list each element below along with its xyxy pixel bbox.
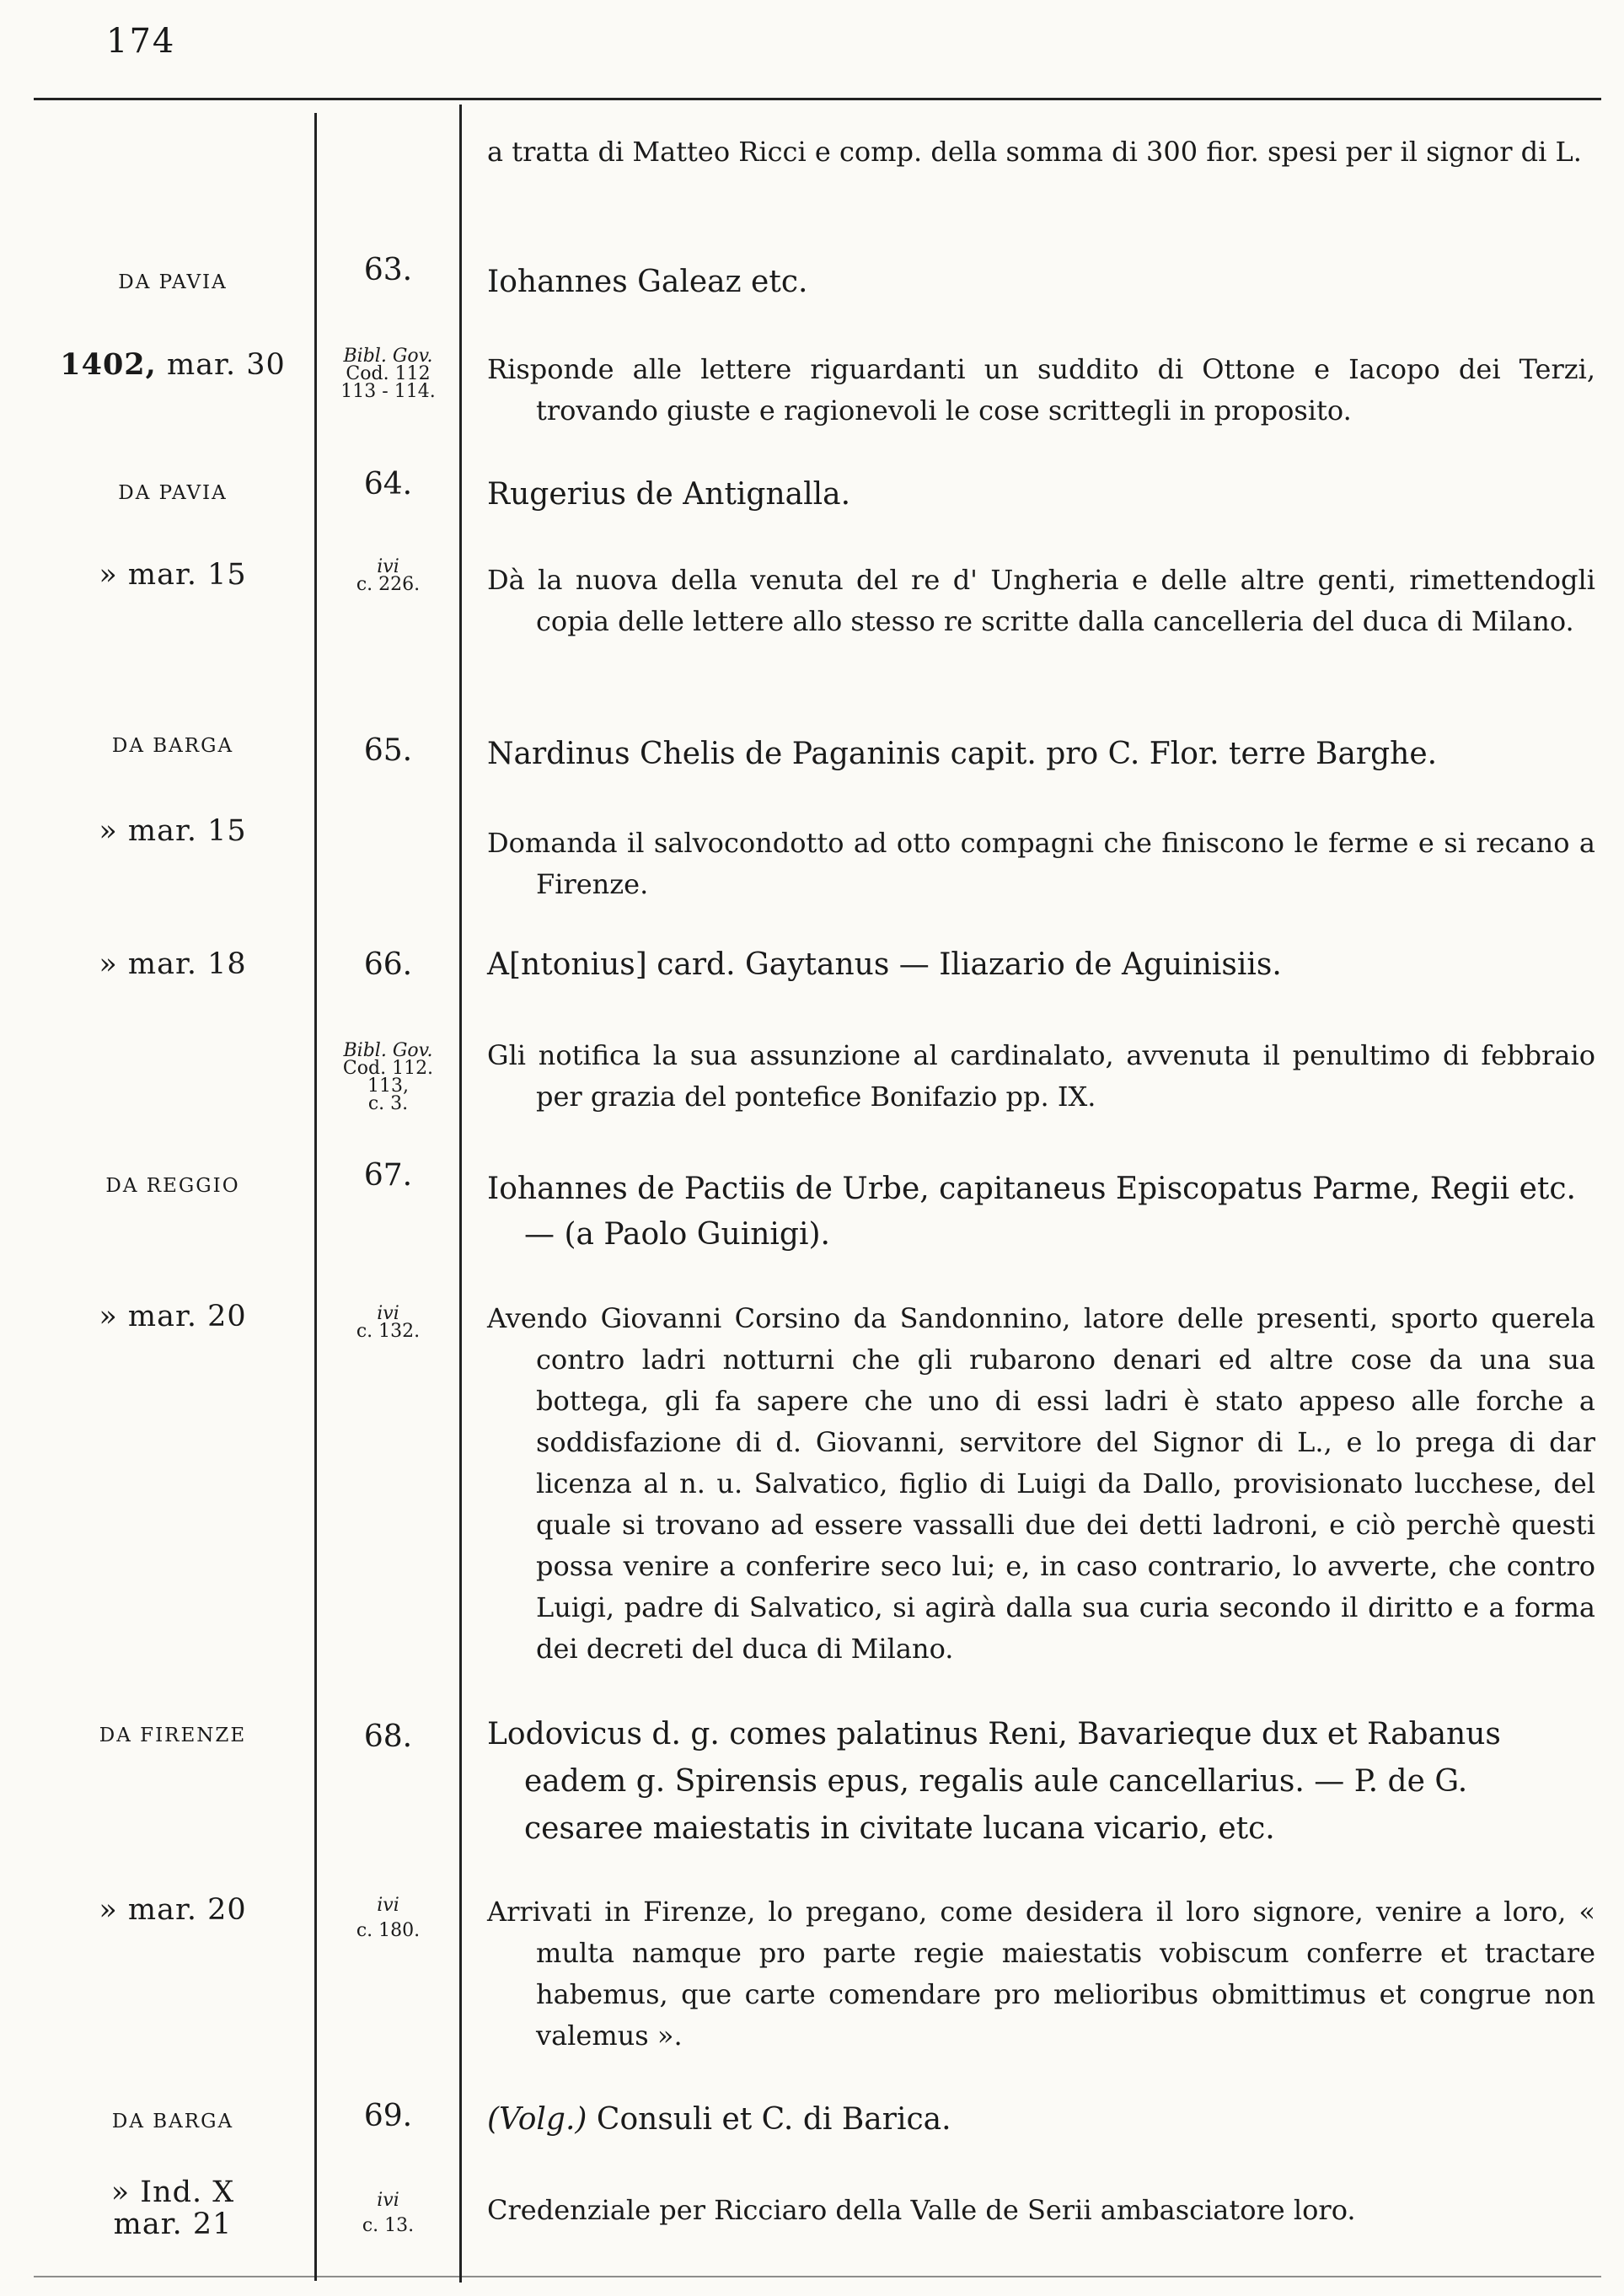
entry-title: Iohannes de Pactiis de Urbe, capitaneus Episcopatus Parme, Regii etc. — (a Paolo Guinigi).: [487, 1172, 1576, 1252]
entry-summary: Credenziale per Ricciaro della Valle de Serii ambasciatore loro.: [487, 2194, 1356, 2226]
entry-place: DA REGGIO: [105, 1175, 240, 1197]
bottom-rule: [34, 2276, 1601, 2277]
entry-summary: Domanda il salvocondotto ad otto compagni che finiscono le ferme e si recano a Firenze.: [487, 827, 1595, 900]
entry-number: 66.: [363, 947, 413, 982]
entry-title-prefix: (Volg.): [487, 2102, 587, 2137]
entry-date: [34, 347, 312, 382]
entry-number: 63.: [363, 253, 413, 287]
entry-date-year: 1402,: [60, 347, 157, 382]
entry-place: DA PAVIA: [118, 482, 228, 504]
entry-title: Nardinus Chelis de Paganinis capit. pro C. Flor. terre Barghe.: [487, 737, 1438, 771]
entry-date: » mar. 15: [99, 814, 247, 848]
top-rule: [34, 98, 1601, 100]
entry-date: » mar. 20: [99, 1300, 247, 1333]
continuation-text: a tratta di Matteo Ricci e comp. della somma di 300 fior. spesi per il signor di L.: [487, 136, 1582, 168]
entry-title: Rugerius de Antignalla.: [487, 477, 851, 512]
entry-source: Bibl. Gov. Cod. 112. 113, c. 3.: [342, 1040, 434, 1114]
entry-place: DA BARGA: [111, 735, 234, 757]
entry-source: ivi c. 13.: [362, 2190, 415, 2236]
entry-place: DA FIRENZE: [99, 1725, 247, 1746]
entry-date: » mar. 20: [99, 1893, 247, 1927]
entry-summary: Arrivati in Firenze, lo pregano, come desidera il loro signore, venire a loro, « multa namque pro parte regie maiestatis vobiscum conferre et tractare habemus, que carte comendare pro melioribus obmittimus et congrue non valemus ».: [487, 1896, 1595, 2052]
entry-source: ivi c. 226.: [356, 556, 421, 595]
entry-summary: Gli notifica la sua assunzione al cardinalato, avvenuta il penultimo di febbraio per grazia del pontefice Bonifazio pp. IX.: [487, 1039, 1595, 1113]
entry-title: A[ntonius] card. Gaytanus — Iliazario de Aguinisiis.: [487, 947, 1282, 982]
entry-number: 64.: [363, 467, 413, 502]
entry-number: 68.: [363, 1719, 413, 1754]
entry-place: DA BARGA: [111, 2111, 234, 2132]
entry-place: DA PAVIA: [118, 271, 228, 293]
entry-source: Bibl. Gov. Cod. 112 113 - 114.: [340, 346, 436, 402]
entry-title-main: Consuli et C. di Barica.: [596, 2102, 951, 2137]
entry-number: 67.: [363, 1158, 413, 1193]
entry-title: [487, 2102, 1595, 2137]
entry-number: 69.: [363, 2099, 413, 2133]
entry-summary: Risponde alle lettere riguardanti un suddito di Ottone e Iacopo dei Terzi, trovando giuste e ragionevoli le cose scrittegli in proposito.: [487, 353, 1595, 426]
page-number: 174: [106, 22, 176, 61]
entry-date: » mar. 15: [99, 558, 247, 592]
column-rule-left: [314, 113, 317, 2281]
entry-date: » Ind. X mar. 21: [110, 2175, 235, 2241]
entry-source: ivi c. 132.: [356, 1303, 421, 1342]
entry-title: Lodovicus d. g. comes palatinus Reni, Bavarieque dux et Rabanus eadem g. Spirensis epus, regalis aule cancellarius. — P. de G. cesaree maiestatis in civitate lucana vicario, etc.: [487, 1717, 1501, 1846]
entry-title: Iohannes Galeaz etc.: [487, 265, 808, 299]
column-rule-right: [459, 105, 462, 2283]
entry-date: » mar. 18: [99, 947, 247, 981]
entry-summary: Avendo Giovanni Corsino da Sandonnino, latore delle presenti, sporto querela contro ladri notturni che gli rubarono denari ed altre cose da una sua bottega, gli fa sapere che uno di essi ladri è stato appeso alle forche a soddisfazione di d. Giovanni, servitore del Signor di L., e lo prega di dar licenza al n. u. Salvatico, figlio di Luigi da Dallo, provisionato lucchese, del quale si trovano ad essere vassalli due dei detti ladroni, e ciò perchè questi possa venire a conferire seco lui; e, in caso contrario, lo avverte, che contro Luigi, padre di Salvatico, si agirà dalla sua curia secondo il diritto e a forma dei decreti del duca di Milano.: [487, 1302, 1595, 1665]
entry-source: ivi c. 180.: [356, 1895, 421, 1941]
entry-date-day: mar. 30: [167, 348, 286, 382]
entry-summary: Dà la nuova della venuta del re d' Ungheria e delle altre genti, rimettendogli copia delle lettere allo stesso re scritte dalla cancelleria del duca di Milano.: [487, 564, 1595, 637]
entry-number: 65.: [363, 733, 413, 768]
